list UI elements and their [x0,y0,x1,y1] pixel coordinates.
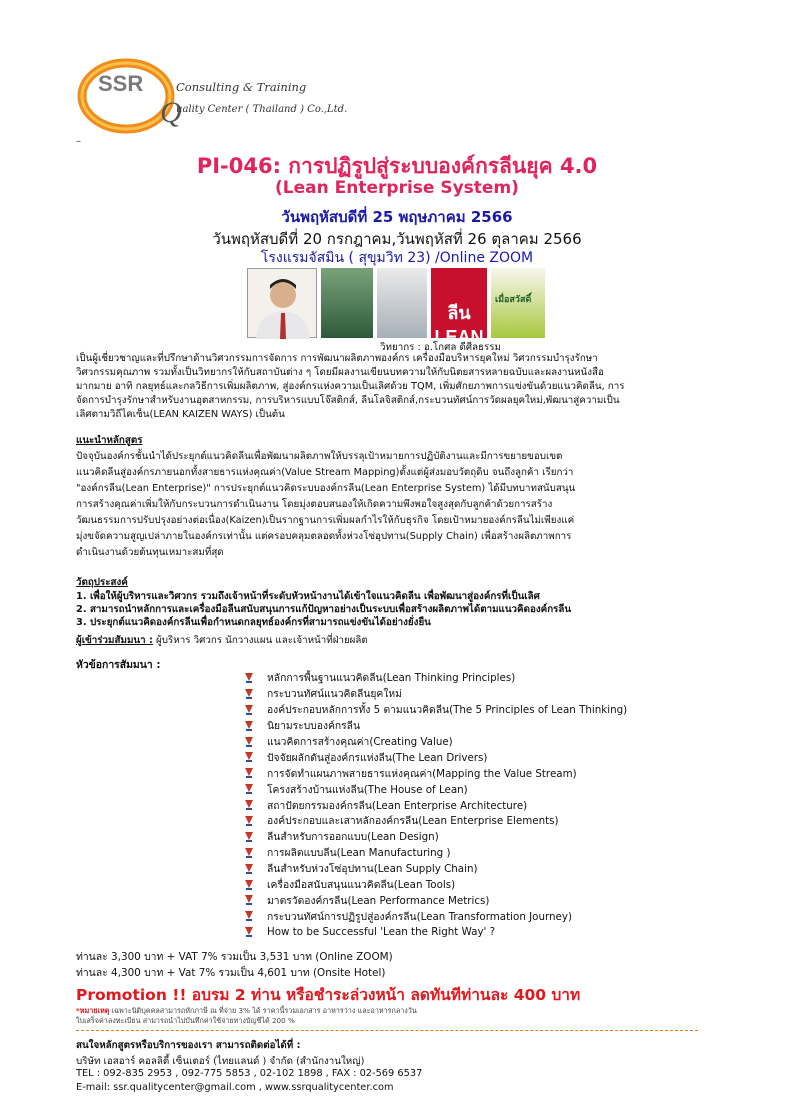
logo-letters: SSR [98,71,144,96]
bullet-icon [244,673,254,683]
seminar-topics-label: หัวข้อการสัมมนา : [76,659,161,671]
list-item: โครงสร้างบ้านแห่งลีน(The House of Lean) [244,781,627,797]
intro-line: "องค์กรลีน(Lean Enterprise)" การประยุกต์แนวคิดระบบองค์กรลีน(Lean Enterprise System) ได้มีบทบาทสนับสนุน [76,483,576,494]
list-item: นิยามระบบองค์กรลีน [244,718,627,734]
list-item: ลีนสำหรับห่วงโซ่อุปทาน(Lean Supply Chain) [244,861,627,877]
speaker-bio-line: มากมาย อาทิ กลยุทธ์และกลวิธีการเพิ่มผลิตภาพ, สู่องค์กรแห่งความเป็นเลิศด้วย TQM, เพิ่มศักยภาพการแข่งขันด้วยแนวคิดลีน, การ [76,381,625,392]
book-cover-2 [377,268,427,338]
attendees-row [76,634,368,648]
speaker-bio-line: เป็นผู้เชี่ยวชาญและที่ปรึกษาด้านวิศวกรรมการจัดการ การพัฒนาผลิตภาพองค์กร เครื่องมือบริหารยุคใหม่ วิศวกรรมบำรุงรักษา [76,353,598,364]
intro-line: การสร้างคุณค่าเพิ่มให้กับกระบวนการดำเนินงาน โดยมุ่งตอบสนองให้เกิดความพึงพอใจสูงสุดกับลูกค้าด้วยการสร้าง [76,499,553,510]
note-line: ใบเสร็จค่าลงทะเบียน สามารถนำไปบันทึกค่าใช้จ่ายทางบัญชีได้ 200 % [76,1016,295,1025]
list-item: สถาปัตยกรรมองค์กรลีน(Lean Enterprise Architecture) [244,797,627,813]
objective-item: 1. เพื่อให้ผู้บริหารและวิศวกร รวมถึงเจ้าหน้าที่ระดับหัวหน้างานได้เข้าใจแนวคิดลีน เพื่อพัฒนาสู่องค์กรที่เป็นเลิศ [76,591,540,602]
objective-item: 3. ประยุกต์แนวคิดองค์กรลีนเพื่อกำหนดกลยุทธ์องค์กรที่สามารถแข่งขันได้อย่างยั่งยืน [76,617,431,628]
list-item: กระบวนทัศน์การปฏิรูปสู่องค์กรลีน(Lean Transformation Journey) [244,908,627,924]
speaker-name: วิทยากร : อ.โกศล ดีศีลธรรม [380,342,501,353]
attendees-value: ผู้บริหาร วิศวกร นักวางแผน และเจ้าหน้าที่ฝ่ายผลิต [152,635,368,646]
bullet-icon [244,832,254,842]
bullet-icon [244,784,254,794]
logo-mark [76,56,251,136]
bullet-icon [244,816,254,826]
image-strip [247,268,547,347]
separator-dash: – [76,136,81,147]
list-item: แนวคิดการสร้างคุณค่า(Creating Value) [244,734,627,750]
logo-tagline: Consulting & Training [176,80,307,94]
list-item: How to be Successful 'Lean the Right Way' ? [244,924,627,940]
book-cover-lean: ลีน LEAN [431,268,487,338]
contact-heading: สนใจหลักสูตรหรือบริการของเรา สามารถติดต่อได้ที่ : [76,1040,301,1051]
price-online: ท่านละ 3,300 บาท + VAT 7% รวมเป็น 3,531 บาท (Online ZOOM) [76,951,393,963]
bullet-icon [244,689,254,699]
list-item: ปัจจัยผลักดันสู่องค์กรแห่งลีน(The Lean Drivers) [244,749,627,765]
list-item: หลักการพื้นฐานแนวคิดลีน(Lean Thinking Principles) [244,670,627,686]
bullet-icon [244,864,254,874]
company-logo [76,56,376,136]
intro-line: แนวคิดลีนสู่องค์กรภายนอกทั้งสายธารแห่งคุณค่า(Value Stream Mapping)ตั้งแต่ผู้ส่งมอบวัตถุดิบ จนถึงลูกค้า เรียกว่า [76,467,574,478]
bullet-icon [244,768,254,778]
course-venue: โรงแรมจัสมิน ( สุขุมวิท 23) /Online ZOOM [260,250,534,266]
objectives-heading: วัตถุประสงค์ [76,577,128,588]
bullet-icon [244,895,254,905]
list-item: องค์ประกอบหลักการทั้ง 5 ตามแนวคิดลีน(The 5 Principles of Lean Thinking) [244,702,627,718]
bullet-icon [244,721,254,731]
list-item: ลีนสำหรับการออกแบบ(Lean Design) [244,829,627,845]
bullet-icon [244,927,254,937]
logo-company-name: uality Center ( Thailand ) Co.,Ltd. [176,104,348,115]
speaker-bio-line: จัดการบำรุงรักษาสำหรับงานอุตสาหกรรม, การบริหารแบบโจ๊สติกส์, ลีนโลจิสติกส์,กระบวนทัศน์การวัดผลยุคใหม่,พัฒนาสู่ความเป็น [76,395,620,406]
contact-phone: TEL : 092-835 2953 , 092-775 5853 , 02-102 1898 , FAX : 02-569 6537 [76,1068,423,1079]
objective-item: 2. สามารถนำหลักการและเครื่องมือลีนสนับสนุนการแก้ปัญหาอย่างเป็นระบบเพื่อสร้างผลิตภาพได้ตามแนวคิดองค์กรลีน [76,604,572,615]
list-item: กระบวนทัศน์แนวคิดลีนยุคใหม่ [244,686,627,702]
note-line: *หมายเหตุ เฉพาะนิติบุคคลสามารถหักภาษี ณ ที่จ่าย 3% ได้ ราคานี้รวมเอกสาร อาหารว่าง และอาหารกลางวัน [76,1006,417,1015]
course-subtitle: (Lean Enterprise System) [275,178,519,198]
intro-line: วัฒนธรรมการปรับปรุงอย่างต่อเนื่อง(Kaizen)เป็นรากฐานการเพิ่มผลกำไรให้กับธุรกิจ โดยเป้าหมายองค์กรลีนไม่เพียงแค่ [76,515,575,526]
note-label: *หมายเหตุ [76,1006,110,1015]
book-cover-1 [321,268,373,338]
list-item: เครื่องมือสนับสนุนแนวคิดลีน(Lean Tools) [244,877,627,893]
speaker-bio-line: วิศวกรรมคุณภาพ รวมทั้งเป็นวิทยากรให้กับสถาบันต่าง ๆ โดยมีผลงานเขียนบทความให้กับนิตยสารหลายฉบับและผลงานหนังสือ [76,367,604,378]
bullet-icon [244,800,254,810]
intro-line: ปัจจุบันองค์กรชั้นนำได้ประยุกต์แนวคิดลีนเพื่อพัฒนาผลิตภาพให้บรรลุเป้าหมายการปฏิบัติงานและมีการขยายขอบเขต [76,451,563,462]
logo-q: Q [160,96,182,129]
bullet-icon [244,705,254,715]
intro-heading: แนะนำหลักสูตร [76,435,143,446]
course-title: PI-046: การปฏิรูปสู่ระบบองค์กรลีนยุค 4.0 [196,154,598,178]
bullet-icon [244,880,254,890]
course-date-secondary: วันพฤหัสบดีที่ 20 กรกฎาคม,วันพฤหัสที่ 26 ตุลาคม 2566 [212,230,582,248]
price-onsite: ท่านละ 4,300 บาท + Vat 7% รวมเป็น 4,601 บาท (Onsite Hotel) [76,967,386,979]
bullet-icon [244,752,254,762]
list-item: มาตรวัดองค์กรลีน(Lean Performance Metrics) [244,892,627,908]
seminar-topic-list [244,670,627,940]
bullet-icon [244,848,254,858]
bullet-icon [244,737,254,747]
speaker-bio-line: เลิศตามวิถีไคเซ็น(LEAN KAIZEN WAYS) เป็นต้น [76,409,285,420]
book-cover-4: เมื่อสวัสดิ์ [491,268,545,338]
attendees-label: ผู้เข้าร่วมสัมมนา : [76,635,153,646]
intro-line: มุ่งขจัดความสูญเปล่าภายในองค์กรเท่านั้น แต่ครอบคลุมตลอดทั้งห่วงโซ่อุปทาน(Supply Chain) เพื่อสร้างผลิตภาพการ [76,531,572,542]
intro-line: ดำเนินงานด้วยต้นทุนเหมาะสมที่สุด [76,547,224,558]
list-item: การจัดทำแผนภาพสายธารแห่งคุณค่า(Mapping the Value Stream) [244,765,627,781]
contact-email[interactable]: E-mail: ssr.qualitycenter@gmail.com , www.ssrqualitycenter.com [76,1082,394,1093]
bullet-icon [244,911,254,921]
course-date-primary: วันพฤหัสบดีที่ 25 พฤษภาคม 2566 [281,208,513,226]
speaker-photo [247,268,317,338]
divider [76,1030,698,1031]
list-item: การผลิตแบบลีน(Lean Manufacturing ) [244,845,627,861]
list-item: องค์ประกอบและเสาหลักองค์กรลีน(Lean Enterprise Elements) [244,813,627,829]
contact-company: บริษัท เอสอาร์ คอลลิตี้ เซ็นเตอร์ (ไทยแลนด์ ) จำกัด (สำนักงานใหญ่) [76,1056,365,1067]
promotion-banner: Promotion !! อบรม 2 ท่าน หรือชำระล่วงหน้า ลดทันทีท่านละ 400 บาท [76,986,581,1004]
